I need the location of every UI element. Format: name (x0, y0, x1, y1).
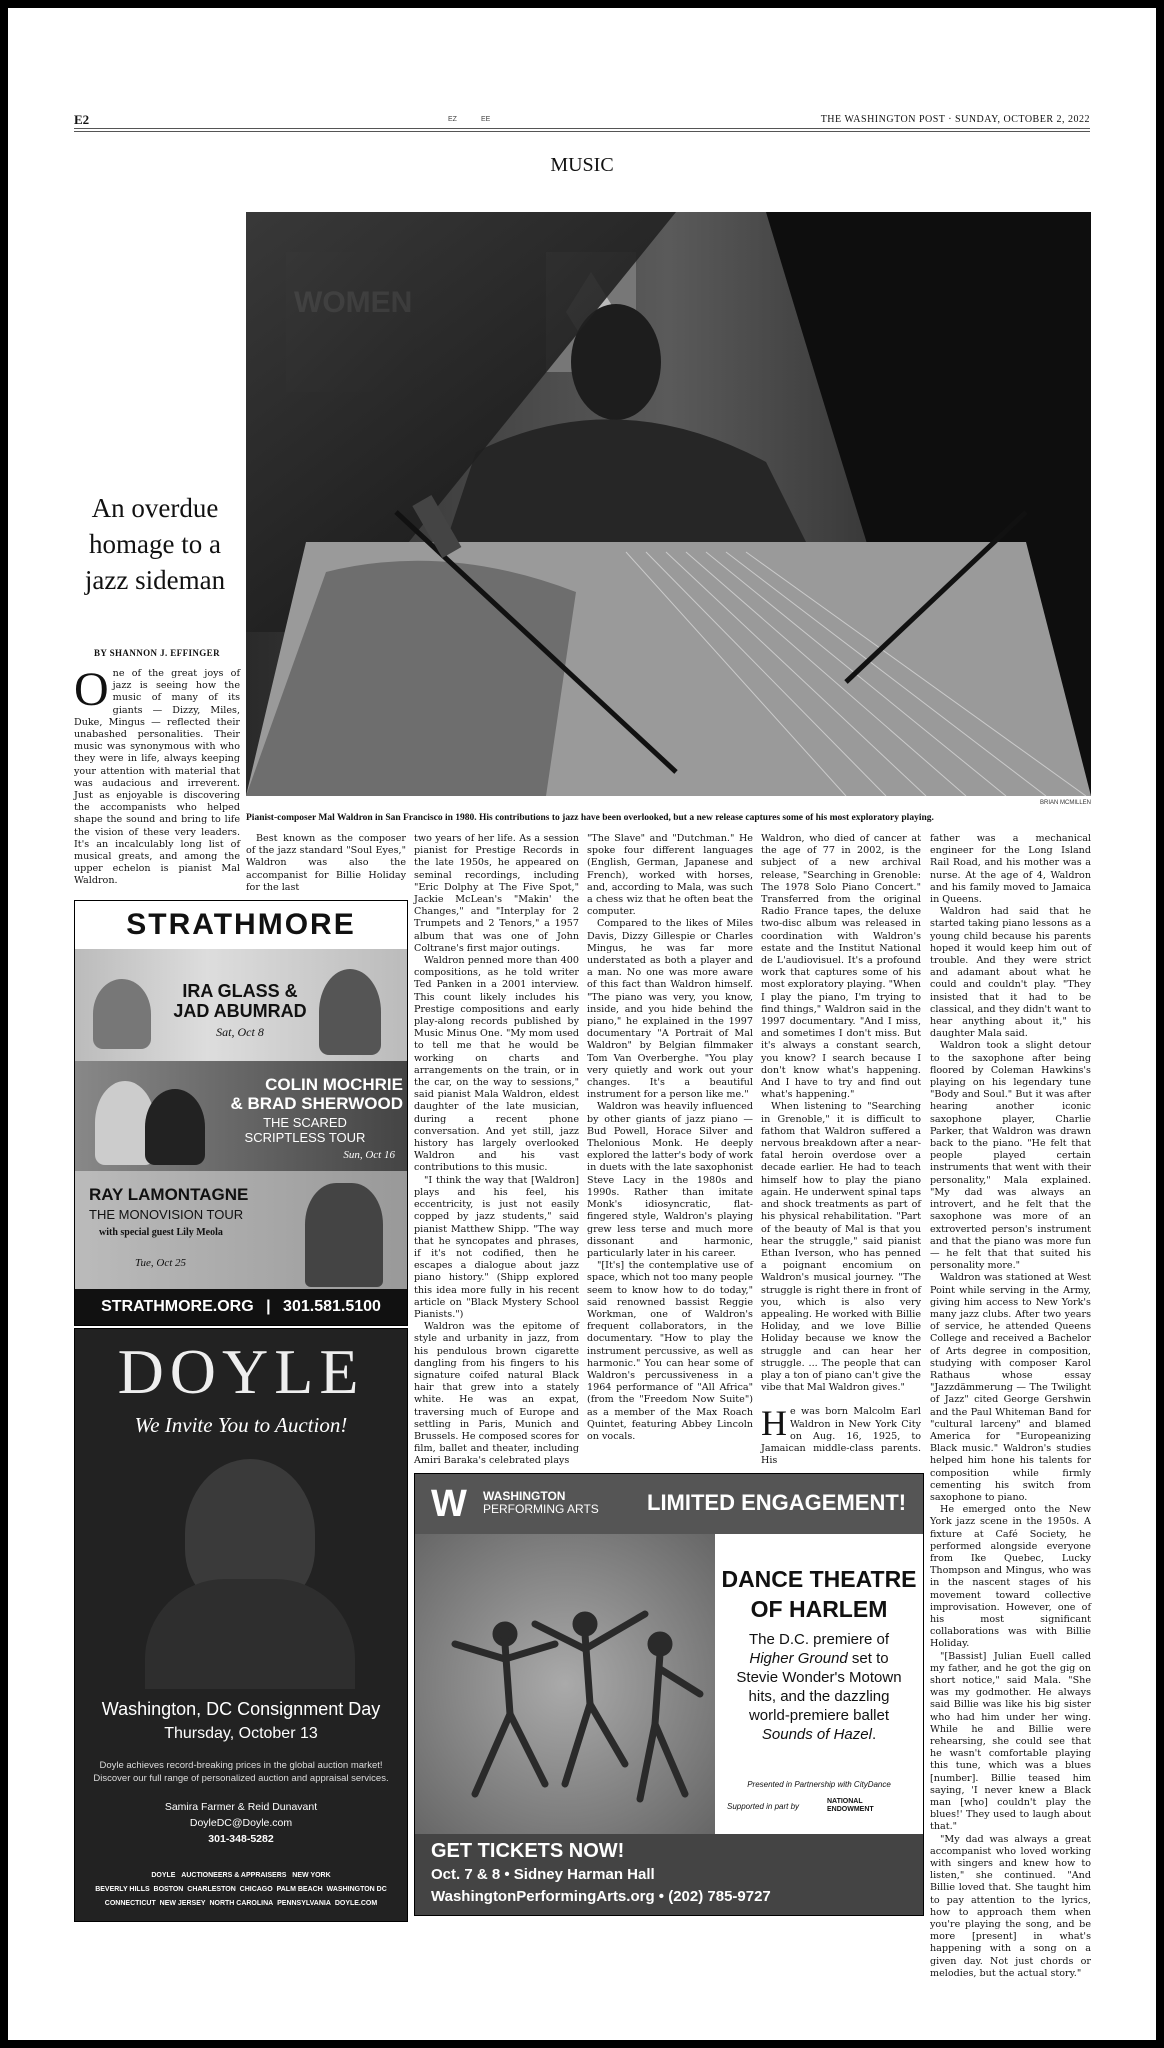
portrait (305, 1183, 383, 1287)
wpa-footer[interactable] (415, 1834, 923, 1915)
email-link[interactable]: DoyleDC@Doyle.com (189, 1817, 293, 1829)
phone-number[interactable]: 301-348-5282 (208, 1833, 274, 1845)
nea-logo: NATIONAL ENDOWMENT (827, 1798, 874, 1813)
ticket-contact[interactable]: WashingtonPerformingArts.org • (202) 785-9727 (431, 1888, 771, 1905)
phone-number[interactable]: 301.581.5100 (283, 1298, 381, 1315)
wpa-logo: WASHINGTON PERFORMING ARTS (483, 1489, 599, 1516)
header-rule (74, 131, 1090, 132)
article-column-6 (930, 833, 1091, 1980)
show-date: Tue, Oct 25 (135, 1257, 187, 1269)
drop-cap: H (761, 1403, 787, 1444)
photo-credit: BRIAN MCMILLEN (1039, 800, 1091, 806)
doyle-logo: DOYLE (117, 1336, 365, 1407)
show-description: The D.C. premiere of Higher Ground set to Stevie Wonder's Motown hits, and the dazzling world-premiere ballet Sounds of Hazel. (736, 1631, 902, 1743)
wpa-details (715, 1534, 923, 1834)
lead-paragraph: ne of the great joys of jazz is seeing how the music of many of its giants — Dizzy, Miles, Duke, Mingus — reflected their unabashed personalities. Their music was synonymous with who they were in life, always keeping your attention with material that was audacious and irreverent. Just as enjoyable is discovering the accompanists who helped shape the sound and bring to life the vision of these very leaders. It's an incalculably long list of musical greats, and among the upper echelon is pianist Mal Waldron. (74, 668, 240, 887)
paragraph: "I think the way that [Waldron] plays and his feel, his eccentricity, is just not easily copped by jazz students," said pianist Matthew Shipp. "The way that he syncopates and phrases, if it's not codified, then he escapes a dialogue about jazz piano history." (Shipp explored this idea more fully in his recent article on "Black Mystery School Pianists.") (414, 1174, 579, 1320)
event-blurb: Doyle achieves record-breaking prices in the global auction market! Discover our full range of personalized auction and appraisal services. (93, 1760, 389, 1784)
contacts: Samira Farmer & Reid Dunavant (164, 1801, 318, 1813)
headline: An overdue homage to a jazz sideman (84, 493, 226, 595)
wpa-banner: LIMITED ENGAGEMENT! (647, 1490, 907, 1515)
paragraph: father was a mechanical engineer for the Long Island Rail Road, and his mother was a nurse. At the age of 4, Waldron and his family moved to Jamaica in Queens. (930, 833, 1091, 906)
wpa-ad[interactable] (414, 1473, 924, 1916)
publication-dateline: THE WASHINGTON POST · SUNDAY, OCTOBER 2, 2022 (820, 114, 1090, 125)
paragraph: "My dad was always a great accompanist who loved working with singers and knew how to listen," she continued. "And Billie loved that. She taught him to pay attention to the lyrics, how to approach them when you're playing the song, and be more [present] in what's happening with a song on a given day. Not just chords or melodies, but the actual story." (930, 1833, 1091, 1979)
paragraph: Waldron was the epitome of style and urbanity in jazz, from his pendulous brown cigarette dangling from his fingers to his signature coifed natural Black hair that grew into a stately white. He was an expat, traversing much of Europe and settling in Paris, Munich and Brussels. He composed scores for film, ballet and theater, including Amiri Baraka's celebrated plays (414, 1321, 579, 1467)
article-column-5 (761, 833, 921, 1467)
show-title: IRA GLASS & JAD ABUMRAD (173, 981, 307, 1021)
footer-line-2: BEVERLY HILLS BOSTON CHARLESTON CHICAGO PALM BEACH WASHINGTON DC (95, 1886, 387, 1893)
page-number: E2 (74, 112, 90, 127)
strathmore-ad[interactable] (74, 900, 408, 1326)
support-credit: Supported in part by (727, 1802, 800, 1811)
paragraph: "The Slave" and "Dutchman." He spoke four different languages (English, German, Japanese and French), worked with horses, and, according to Mala, was such a chess wiz that he often beat the computer. (587, 833, 753, 918)
photo-caption: Pianist-composer Mal Waldron in San Francisco in 1980. His contributions to jazz have been overlooked, but a new release captures some of his most exploratory playing. (246, 813, 934, 823)
article-column-2 (246, 833, 406, 894)
article-column-3 (414, 833, 579, 1468)
website-link[interactable]: STRATHMORE.ORG (101, 1298, 254, 1315)
article-column-4 (587, 833, 753, 1443)
paragraph: "[Bassist] Julian Euell called my father, and he got the gig on short notice," said Mala. "She was my godmother. He always said Billie was like his big sister who had him under her wing. While he and Billie were rehearsing, she could see that he wasn't comfortable playing this tune, which was a blues [number]. Billie teased him saying, 'I never knew a Black man [who] couldn't play the blues!' They used to laugh about that." (930, 1650, 1091, 1833)
paragraph: Waldron penned more than 400 compositions, as he told writer Ted Panken in a 2001 interview. This count likely includes his Prestige compositions and early play-along records published by Music Minus One. "My mom used to tell me that he would be working on charts and arrangements on the train, or in the car, on the way to sessions," said pianist Mala Waldron, eldest daughter of the late musician, during a recent phone conversation. And yet still, jazz history has largely overlooked Waldron and his vast contributions to this music. (414, 955, 579, 1174)
show-title: RAY LAMONTAGNE (89, 1185, 249, 1204)
portrait (145, 1089, 205, 1165)
header-rule (74, 128, 1090, 129)
portrait (93, 979, 151, 1049)
photo-illustration (246, 212, 1091, 796)
edition-mark: EZ (448, 116, 457, 123)
show-panel-2 (75, 1061, 407, 1171)
article-column-1 (74, 663, 240, 888)
show-date: Sun, Oct 16 (343, 1149, 395, 1161)
paragraph: Waldron was heavily influenced by other giants of jazz piano — Bud Powell, Horace Silver and Thelonious Monk. He deeply explored the latter's body of work in duets with the late saxophonist Steve Lacy in the 1980s and 1990s. Rather than imitate Monk's idiosyncratic, flat-fingered style, Waldron's playing grew less terse and much more dissonant and harmonic, particularly later in his career. (587, 1101, 753, 1259)
event-date: Thursday, October 13 (164, 1725, 318, 1742)
portrait (319, 969, 381, 1055)
lead-photo (246, 212, 1091, 796)
dancers-photo (415, 1534, 715, 1834)
paragraph: Compared to the likes of Miles Davis, Dizzy Gillespie or Charles Mingus, he was far more understated as both a player and a man. No one was more aware of this fact than Waldron himself. "The piano was very, you know, inside, and you hide behind the piano," he explained in the 1997 documentary "A Portrait of Mal Waldron" by Belgian filmmaker Tom Van Overberghe. "You play very quietly and work out your changes. It's a beautiful instrument for a person like me." (587, 918, 753, 1101)
contact-info (75, 1799, 407, 1847)
newspaper-page (8, 8, 1156, 2040)
show-title: DANCE THEATRE OF HARLEM (721, 1566, 917, 1622)
show-guest: with special guest Lily Meola (99, 1227, 223, 1238)
strathmore-logo: STRATHMORE (75, 901, 407, 949)
strathmore-footer[interactable]: STRATHMORE.ORG | 301.581.5100 (75, 1289, 407, 1325)
paragraph: Best known as the composer of the jazz standard "Soul Eyes," Waldron was also the accompanist for Billie Holiday for the last (246, 833, 406, 893)
paragraph: Waldron took a slight detour to the saxophone after being floored by Coleman Hawkins's playing on his legendary tune "Body and Soul." But it was after hearing another iconic saxophone player, Charlie Parker, that Waldron was drawn back to the piano. "He felt that people played certain instruments that went with their personality," Mala explained. "My dad was always an introvert, and he felt that the saxophone was more of an extroverted person's instrument and that the piano was more fun — he felt that that suited his personality more." (930, 1040, 1091, 1272)
paragraph: Waldron, who died of cancer at the age of 77 in 2002, is the subject of a new archival release, "Searching in Grenoble: The 1978 Solo Piano Concert." Transferred from the original Radio France tapes, the deluxe two-disc album was released in coordination with Waldron's estate and the Institut National de L'audiovisuel. It's a profound work that captures some of his most exploratory playing. "When I play the piano, I'm trying to find things," Waldron said in the 1997 documentary. "And I miss, and sometimes I don't miss. But it's always a constant search, you know? I search because I don't know what's happening. And I have to try and find out what's happening." (761, 833, 921, 1101)
paragraph: e was born Malcolm Earl Waldron in New York City on Aug. 16, 1925, to Jamaican middle-class parents. His (761, 1406, 921, 1467)
footer-line-3: CONNECTICUT NEW JERSEY NORTH CAROLINA PENNSYLVANIA DOYLE.COM (104, 1900, 378, 1907)
wpa-logo-mark: W (431, 1483, 467, 1525)
dancers-illustration (415, 1534, 715, 1834)
show-subtitle: THE MONOVISION TOUR (89, 1207, 244, 1222)
paragraph: Waldron had said that he started taking piano lessons as a young child because his parents hoped it would keep him out of trouble. And they were strict and adamant about what he could and couldn't play. "They insisted that it had to be classical, and they didn't want to hear anything about it," his daughter Mala said. (930, 906, 1091, 1040)
doyle-footer (75, 1869, 407, 1911)
drop-cap: O (74, 663, 109, 716)
show-date: Sat, Oct 8 (216, 1025, 264, 1039)
event-title: Washington, DC Consignment Day (101, 1699, 381, 1719)
event-dates: Oct. 7 & 8 • Sidney Harman Hall (431, 1866, 655, 1883)
cta-heading[interactable]: GET TICKETS NOW! (431, 1840, 625, 1862)
section-title: MUSIC (550, 154, 614, 176)
edition-marks (448, 116, 514, 123)
show-panel-1 (75, 949, 407, 1061)
partner-credit: Presented in Partnership with CityDance (747, 1780, 891, 1789)
doyle-tagline: We Invite You to Auction! (134, 1413, 348, 1437)
show-title: COLIN MOCHRIE & BRAD SHERWOOD (230, 1075, 403, 1113)
show-panel-3 (75, 1171, 407, 1289)
paragraph: He emerged onto the New York jazz scene in the 1950s. A fixture at Café Society, he performed alongside everyone from Ike Quebec, Lucky Thompson and Mingus, who was in the nascent stages of his movement toward collective improvisation. However, one of his most significant collaborations was with Billie Holiday. (930, 1504, 1091, 1650)
doyle-ad[interactable] (74, 1328, 408, 1922)
wpa-header (415, 1474, 923, 1534)
paragraph: "[It's] the contemplative use of space, which not too many people seem to know how to do today," said renowned bassist Reggie Workman, one of Waldron's frequent collaborators, in the documentary. "How to play the instrument percussive, as well as harmonic." You can hear some of Waldron's percussiveness in a 1964 performance of "All Africa" (from the "Freedom Now Suite") as a member of the Max Roach Quintet, featuring Abbey Lincoln on vocals. (587, 1260, 753, 1442)
byline: BY SHANNON J. EFFINGER (94, 648, 220, 658)
paragraph: two years of her life. As a session pianist for Prestige Records in the late 1950s, he appeared on seminal recordings, including "Eric Dolphy at The Five Spot," Jackie McLean's "Makin' the Changes," and "Interplay for 2 Trumpets and 2 Tenors," a 1957 album that was one of John Coltrane's first major outings. (414, 833, 579, 954)
paragraph: When listening to "Searching in Grenoble," it is difficult to fathom that Waldron suffered a nervous breakdown after a near-fatal heroin overdose over a decade earlier. He had to teach himself how to play the piano again. He underwent spinal taps and shock treatments as part of his physical rehabilitation. "Part of the beauty of Mal is that you hear the struggle," said pianist Ethan Iverson, who has penned a poignant encomium on Waldron's musical journey. "The struggle is right there in front of you, which is also very appealing. He worked with Billie Holiday, and we love Billie Holiday because we know the struggle and can hear her struggle. ... The people that can play a ton of piano can't give the vibe that Mal Waldron gives." (761, 1101, 921, 1394)
show-subtitle: THE SCARED SCRIPTLESS TOUR (244, 1115, 366, 1145)
footer-line-1: DOYLE AUCTIONEERS & APPRAISERS NEW YORK (151, 1872, 331, 1879)
portrait-painting-shoulders (145, 1579, 355, 1689)
paragraph: Waldron was stationed at West Point while serving in the Army, giving him access to New York's many jazz clubs. After two years of service, he attended Queens College and received a Bachelor of Arts degree in composition, studying with composer Karol Rathaus whose essay "Jazzdämmerung — The Twilight of Jazz" cited George Gershwin and the Paul Whiteman Band for "cultural larceny" and blamed America for "Europeanizing Black music." Waldron's studies helped him hone his talents for composition while firmly cementing his switch from saxophone to piano. (930, 1272, 1091, 1503)
edition-mark: EE (480, 116, 491, 123)
